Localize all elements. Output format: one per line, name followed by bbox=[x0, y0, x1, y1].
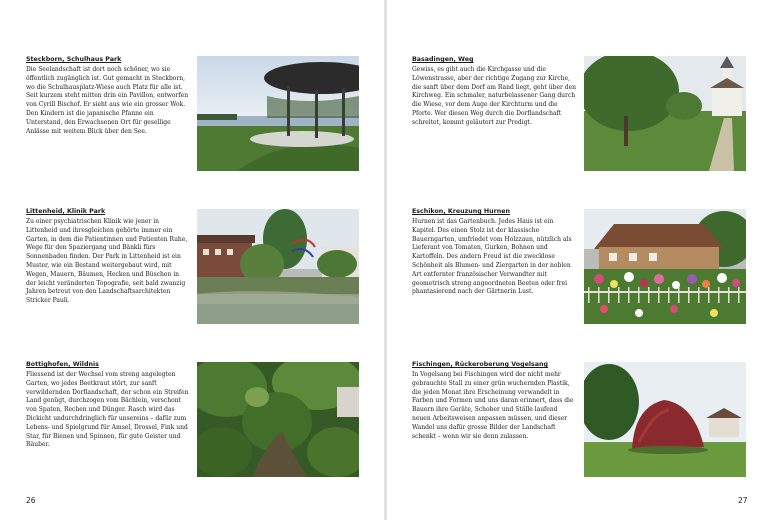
pavilion-lakeside-photo bbox=[197, 56, 359, 171]
farmhouse-flower-garden-photo bbox=[584, 209, 746, 324]
page-number: 27 bbox=[738, 496, 748, 505]
ivy-covered-barn-photo bbox=[584, 362, 746, 477]
entry-steckborn bbox=[26, 56, 191, 136]
entry-eschikon bbox=[412, 208, 577, 297]
overgrown-stream-photo bbox=[197, 362, 359, 477]
left-page bbox=[0, 0, 385, 520]
entry-body: Die Seelandschaft ist dort noch schöner, wo sie öffentlich zugänglich ist. Gut gemacht in Steckborn, wo die Schulhausplatz-Wiese auch Platz für alle ist. Seit kurzem steht mitten drin ein Pavillon, entworfen von Cyrill Bischof. Er sieht aus wie ein grosser Wok. Den Kindern ist die japanische Pfanne ein Unterstand, den Erwachsenen Ort für gesellige Anlässe mit weitem Blick über den See. bbox=[26, 66, 189, 135]
clinic-park-pond-photo bbox=[197, 209, 359, 324]
entry-littenheid bbox=[26, 208, 191, 306]
entry-title: Eschikon, Kreuzung Hurnen bbox=[412, 208, 510, 215]
entry-body: Hurnen ist das Gartenbuch. Jedes Haus ist ein Kapitel. Des einen Stolz ist der klassische Bauerngarten, umfriedet vom Holzzaun, nützlich als Lieferant von Tomaten, Gurken, Bohnen und Kartoffeln. Des andern Freud ist die zwecklose Schönheit als Blumen- und Ziergarten in der noblen Art entfernter französischer Verwandter mit geometrisch streng angeordneten Beeten oder frei phantasierend nach der Gärtnerin Lust. bbox=[412, 218, 572, 296]
right-page bbox=[386, 0, 771, 520]
entry-bottighofen bbox=[26, 361, 191, 450]
entry-title: Basadingen, Weg bbox=[412, 56, 474, 63]
entry-title: Steckborn, Schulhaus Park bbox=[26, 56, 122, 63]
entry-title: Littenheid, Klinik Park bbox=[26, 208, 106, 215]
church-path-meadow-photo bbox=[584, 56, 746, 171]
entry-body: Zu einer psychiatrischen Klinik wie jener in Littenheid und ihresgleichen gehörte immer ein Garten, in dem die Patientinnen und Patienten Ruhe, Wege für den Spaziergang und Bänkli fürs Sonnenbaden finden. Der Park in Littenheid ist ein Muster, wie ein Bestand weitergebaut wird, mit Wegen, Mauern, Bäumen, Hecken und Büschen in der leicht veränderten Topografie, seit bald zwanzig Jahren betreut von den Landschaftsarchitekten Stricker Pauli. bbox=[26, 218, 188, 305]
page-number: 26 bbox=[26, 496, 36, 505]
entry-basadingen bbox=[412, 56, 577, 128]
entry-fischingen bbox=[412, 361, 577, 441]
entry-body: Gewiss, es gibt auch die Kirchgasse und die Löwenstrasse, aber der richtige Zugang zur Kirche, die sanft über dem Dorf am Rand liegt, geht über den Kirchweg. Ein schmaler, naturbelassener Gang durch die Wiese, vor dem Auge der Kirchturm und die Pforte. Wer diesen Weg durch die Dorflandschaft schreitet, kommt geläutert zur Predigt. bbox=[412, 66, 577, 126]
entry-title: Bottighofen, Wildnis bbox=[26, 361, 99, 368]
entry-body: Fliessend ist der Wechsel vom streng angelegten Garten, wo jedes Beetkraut stört, zur sanft verwildernden Dorflandschaft, der schon ein Streifen Land genügt, durchzogen vom Bächlein, verschont von Spaten, Rechen und Dünger. Rasch wird das Dickicht undurchdringlich für unsereins – dafür zum Lebens- und Spielgrund für Amsel, Drossel, Fink und Star, für Bienen und Spinnen, für gute Geister und Räuber. bbox=[26, 371, 189, 449]
entry-body: In Vogelsang bei Fischingen wird der nicht mehr gebrauchte Stall zu einer grün wuchernden Plastik, die jeden Monat ihre Erscheinung verwandelt in Farben und Formen und uns daran erinnert, dass die Bauern ihre Geräte, Schober und Ställe laufend neuen Arbeitsweisen anpassen müssen, und dieser Wandel uns dafür grosse Bilder der Landschaft schenkt – wenn wir sie denn zulassen. bbox=[412, 371, 574, 440]
entry-title: Fischingen, Rückeroberung Vogelsang bbox=[412, 361, 549, 368]
